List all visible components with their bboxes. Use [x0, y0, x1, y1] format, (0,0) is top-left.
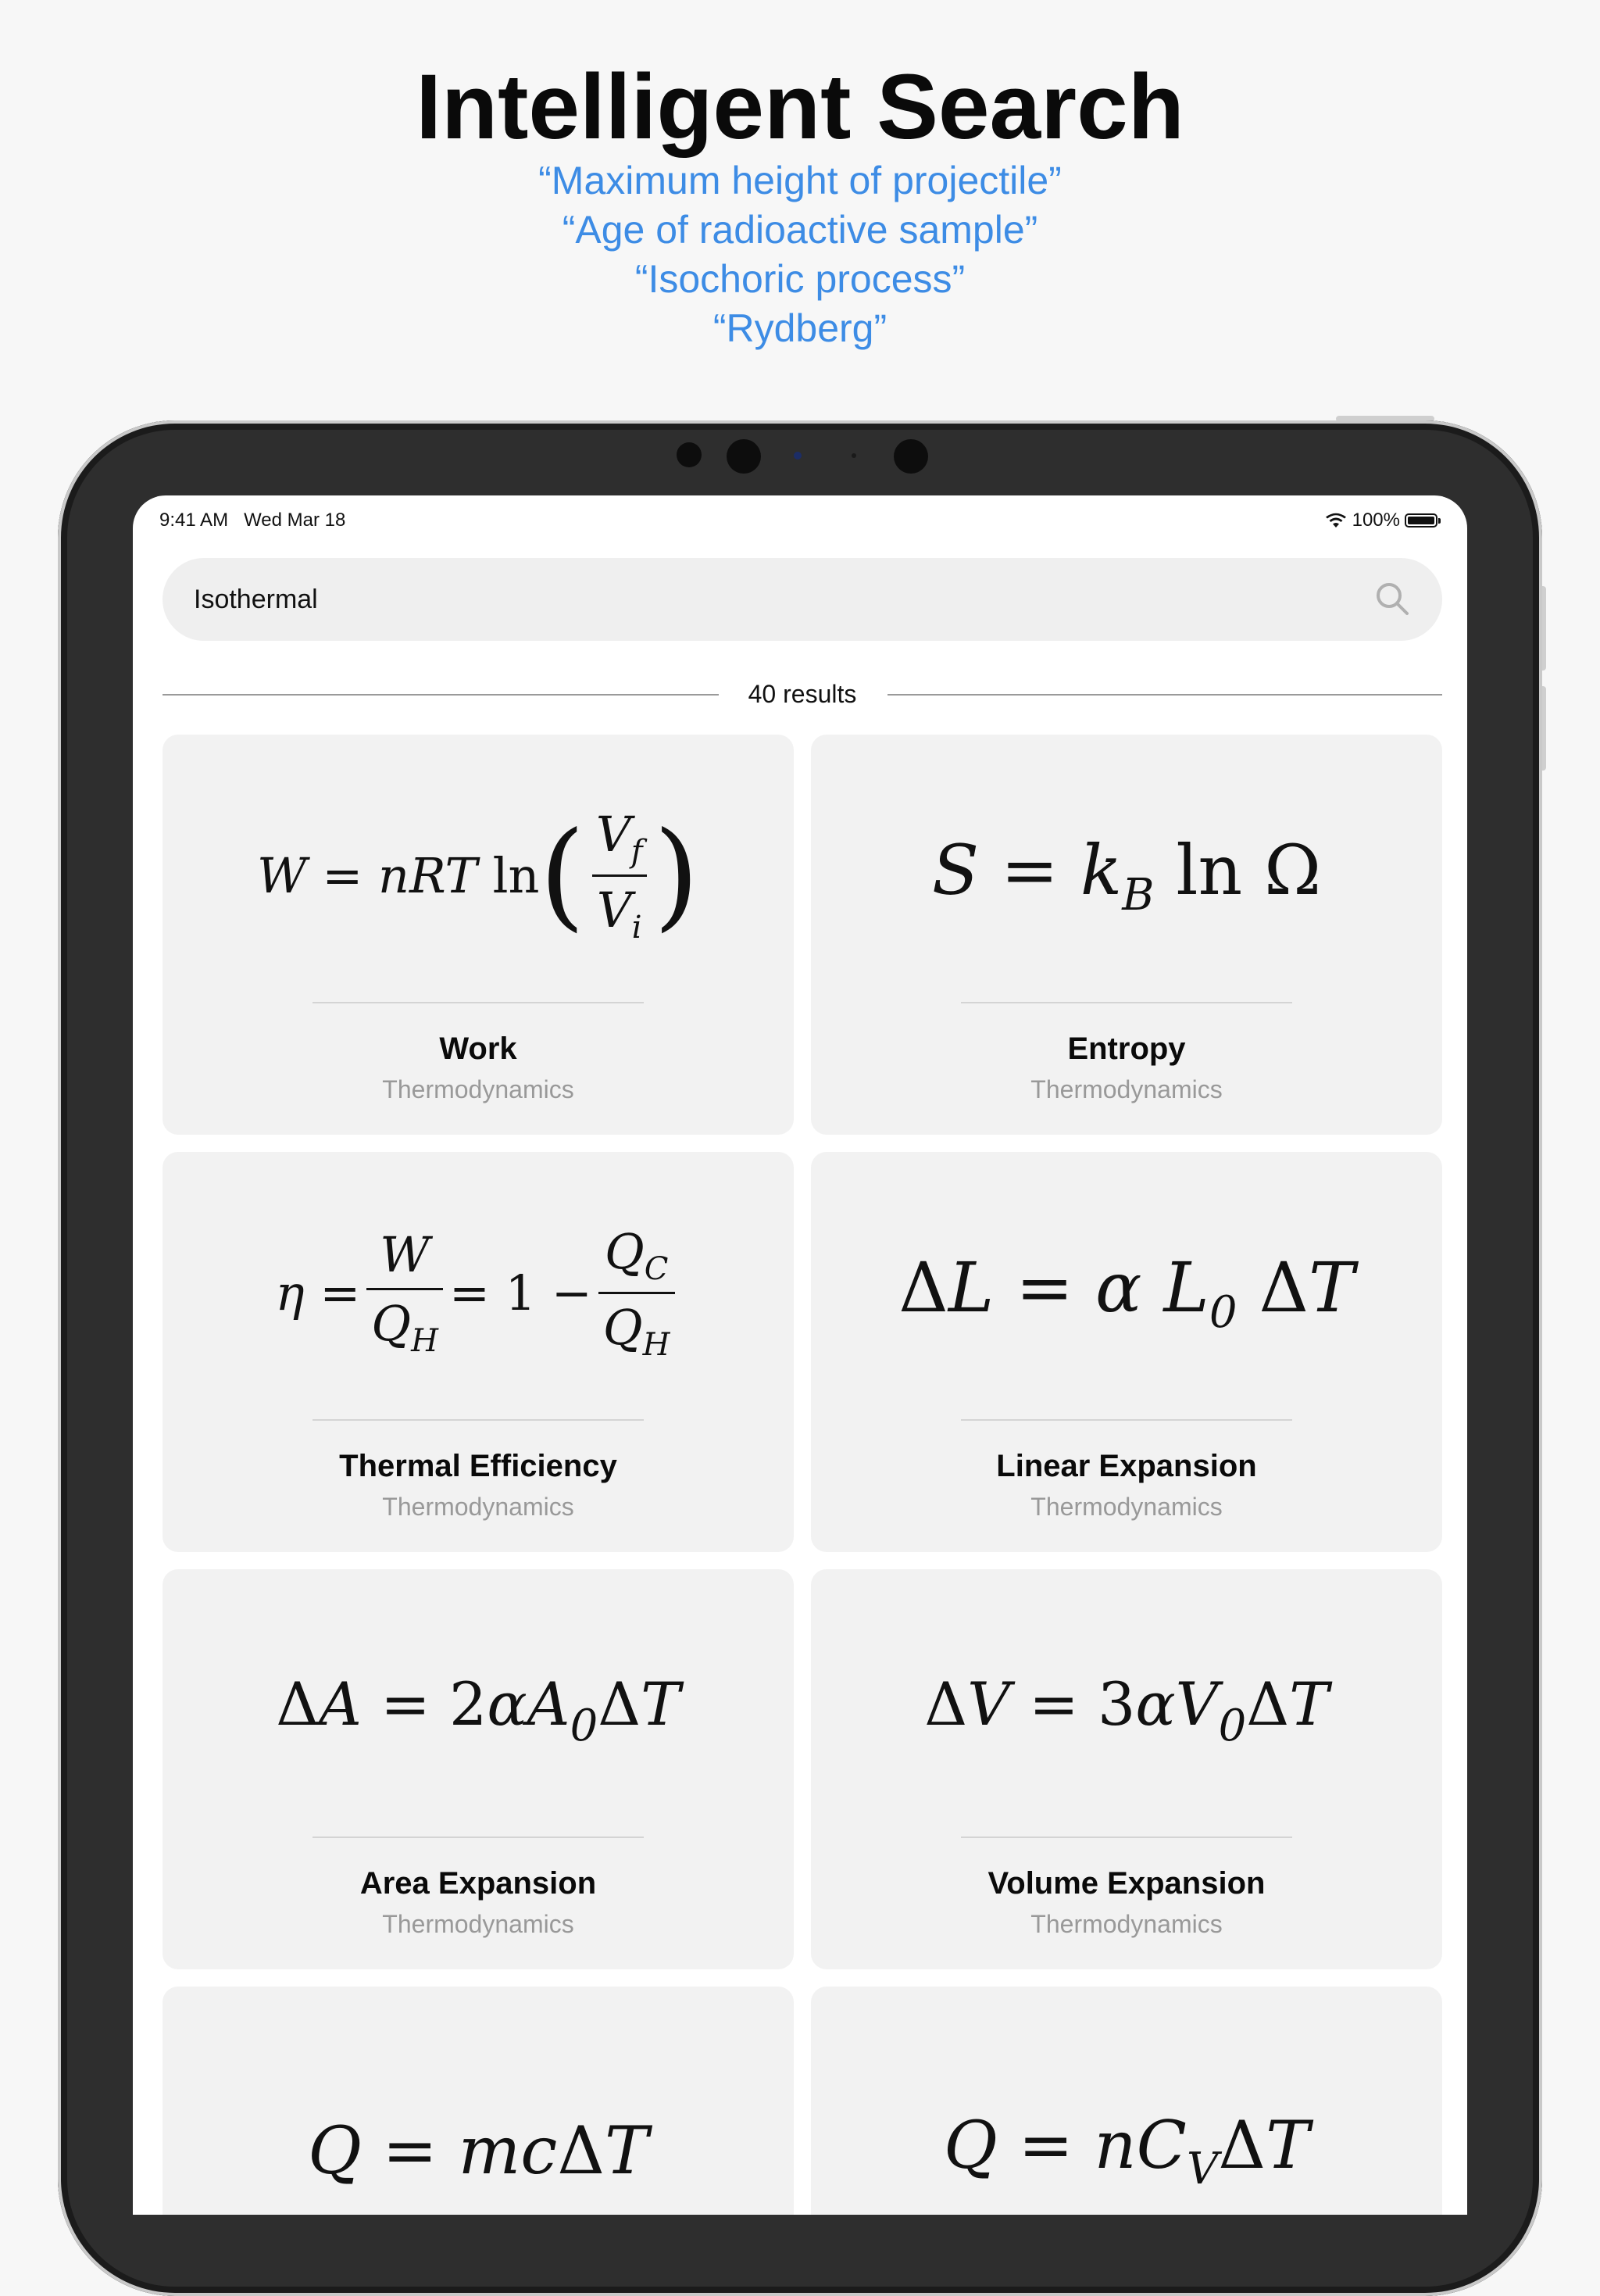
formula-card-partial[interactable]: [162, 1987, 794, 2215]
formula-area-expansion: $\Delta A = 2\alpha A_0\Delta T$: [276, 1668, 680, 1751]
sensor-icon: [852, 453, 856, 458]
card-category: Thermodynamics: [382, 1075, 574, 1103]
sensor-icon: [677, 442, 702, 467]
card-category: Thermodynamics: [1030, 1493, 1223, 1521]
results-count: 40 results: [748, 680, 857, 708]
card-title: Entropy: [1067, 1032, 1186, 1066]
card-category: Thermodynamics: [382, 1910, 574, 1938]
search-field[interactable]: [162, 558, 1442, 641]
formula-card-volume-expansion[interactable]: [811, 1569, 1442, 1969]
battery-percent: 100%: [1352, 510, 1400, 531]
formula-card-partial[interactable]: [811, 1987, 1442, 2215]
formula-card-entropy[interactable]: [811, 735, 1442, 1135]
card-divider: [312, 1419, 644, 1421]
card-title: Area Expansion: [359, 1866, 597, 1901]
formula-work: W = nRT ln ( $\frac{V_f}{V_i}$ ): [256, 805, 700, 946]
card-title: Work: [439, 1032, 517, 1066]
status-bar: [133, 502, 1467, 533]
card-divider: [312, 1002, 644, 1003]
card-divider: [961, 1419, 1292, 1421]
formula-volume-expansion: $\Delta V = 3\alpha V_0\Delta T$: [924, 1668, 1329, 1751]
formula-card-work[interactable]: [162, 735, 794, 1135]
status-time: [159, 510, 345, 531]
sensor-icon: [794, 452, 802, 460]
card-divider: [312, 1836, 644, 1838]
formula-card-area-expansion[interactable]: [162, 1569, 794, 1969]
results-header: [162, 677, 1442, 711]
card-title: Linear Expansion: [996, 1449, 1257, 1483]
status-indicators: [1324, 510, 1438, 531]
card-category: Thermodynamics: [1030, 1910, 1223, 1938]
page-title: Intelligent Search: [416, 55, 1184, 159]
example-query: “Age of radioactive sample”: [562, 208, 1038, 252]
example-query: “Rydberg”: [712, 306, 888, 350]
example-queries: [0, 156, 1600, 353]
formula-card-linear-expansion[interactable]: [811, 1152, 1442, 1552]
search-icon[interactable]: [1373, 580, 1411, 617]
card-category: Thermodynamics: [382, 1493, 574, 1521]
card-divider: [961, 1836, 1292, 1838]
status-date-label: Wed Mar 18: [244, 510, 346, 531]
example-query: “Maximum height of projectile”: [538, 159, 1062, 202]
wifi-icon: [1324, 512, 1348, 529]
formula-linear-expansion: ΔL = α $L_0$ ΔT: [898, 1247, 1355, 1338]
card-title: Thermal Efficiency: [339, 1449, 617, 1483]
battery-icon: [1405, 513, 1438, 528]
formula-thermal-efficiency: η = $\frac{W}{Q_H}$ = 1 − $\frac{Q_C}{Q_H}$: [162, 1214, 794, 1371]
formula-card-thermal-efficiency[interactable]: [162, 1152, 794, 1552]
formula-heat: Q = mcΔT: [307, 2112, 649, 2189]
status-time-label: 9:41 AM: [159, 510, 229, 531]
camera-icon: [894, 439, 928, 474]
card-category: Thermodynamics: [1030, 1075, 1223, 1103]
app-screen: [133, 495, 1467, 2215]
search-input[interactable]: Isothermal: [194, 585, 318, 614]
divider: [888, 694, 1442, 696]
card-title: Volume Expansion: [988, 1866, 1266, 1901]
formula-entropy: $S = k_B$ ln Ω: [931, 830, 1322, 921]
card-divider: [961, 1002, 1292, 1003]
example-query: “Isochoric process”: [634, 257, 966, 301]
formula-heat-molar: $Q = nC_V\Delta T$: [943, 2107, 1310, 2194]
camera-icon: [727, 439, 761, 474]
